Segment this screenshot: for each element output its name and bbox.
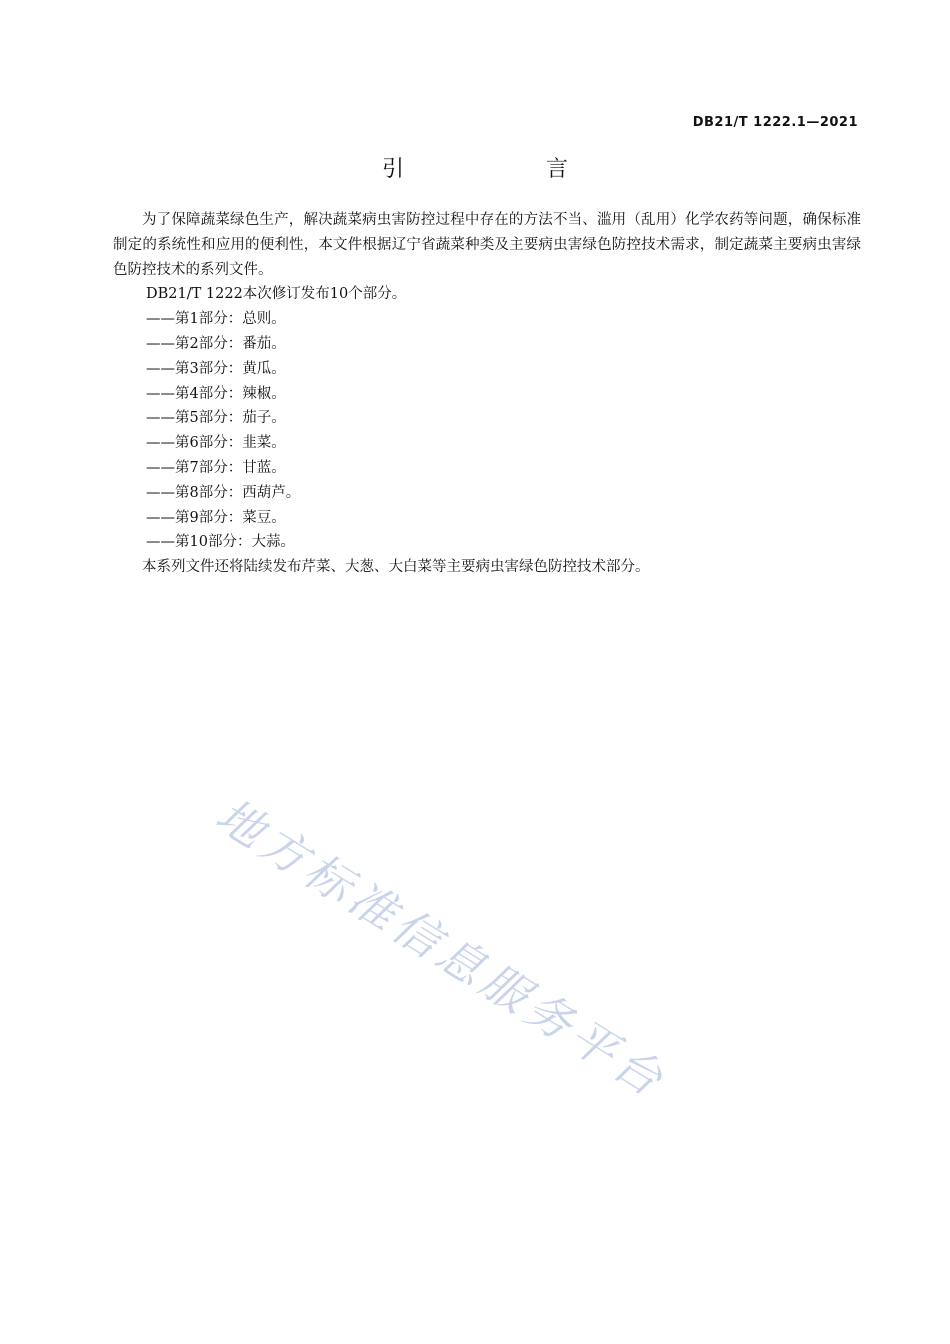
part-item-7: ——第7部分：甘蓝。	[146, 459, 286, 476]
part-item-3: ——第3部分：黄瓜。	[146, 360, 286, 377]
document-code: DB21/T 1222.1—2021	[692, 115, 858, 130]
document-body	[113, 208, 861, 580]
part-item-6: ——第6部分：韭菜。	[146, 435, 286, 452]
part-item-1: ——第1部分：总则。	[146, 311, 286, 328]
closing-paragraph: 本系列文件还将陆续发布芹菜、大葱、大白菜等主要病虫害绿色防控技术部分。	[142, 559, 650, 576]
part-item-4: ——第4部分：辣椒。	[146, 385, 286, 402]
part-item-9: ——第9部分：菜豆。	[146, 509, 286, 526]
watermark-text: 地方标准信息服务平台	[206, 787, 677, 1109]
intro-paragraph: 为了保障蔬菜绿色生产，解决蔬菜病虫害防控过程中存在的方法不当、滥用（乱用）化学农药等问题，确保标准制定的系统性和应用的便利性，本文件根据辽宁省蔬菜种类及主要病虫害绿色防控技术需求，制定蔬菜主要病虫害绿色防控技术的系列文件。	[113, 212, 861, 278]
part-item-8: ——第8部分：西葫芦。	[146, 484, 301, 501]
release-note: DB21/T 1222本次修订发布10个部分。	[146, 286, 407, 303]
part-item-10: ——第10部分：大蒜。	[146, 534, 295, 551]
page-title: 引 言	[381, 157, 628, 182]
part-item-2: ——第2部分：番茄。	[146, 335, 286, 352]
part-item-5: ——第5部分：茄子。	[146, 410, 286, 427]
